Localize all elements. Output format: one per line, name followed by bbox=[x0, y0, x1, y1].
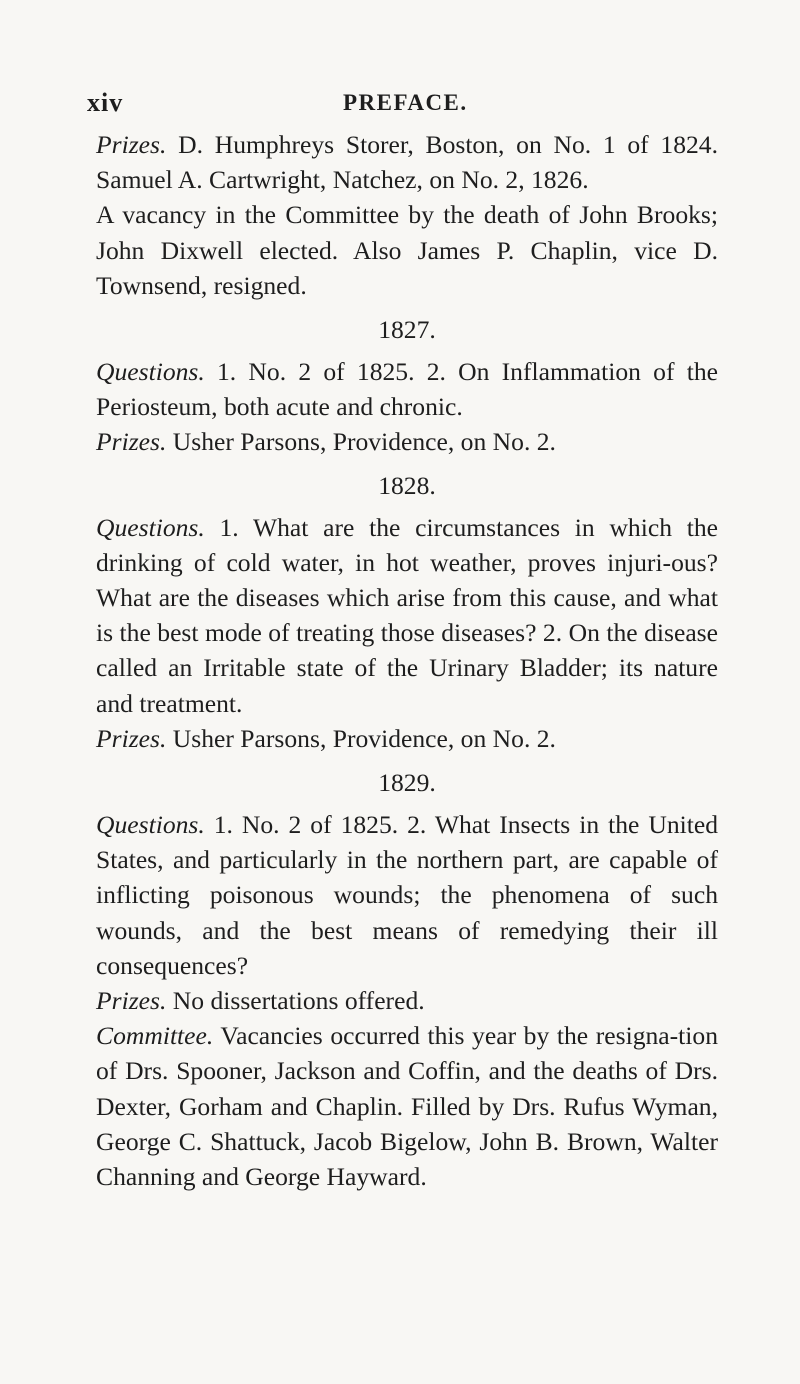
year-heading-1827: 1827. bbox=[378, 315, 436, 345]
paragraph-label: Prizes. bbox=[96, 130, 167, 159]
running-title: PREFACE. bbox=[343, 90, 468, 115]
paragraph-label: Prizes. bbox=[96, 723, 167, 753]
paragraph-questions-1828 bbox=[96, 510, 718, 721]
paragraph-committee-1829 bbox=[96, 1018, 718, 1194]
paragraph-prizes-1829 bbox=[96, 983, 718, 1018]
paragraph-prizes-1827 bbox=[96, 424, 718, 459]
paragraph-label: Questions. bbox=[96, 512, 205, 542]
running-head bbox=[87, 80, 718, 120]
page-body bbox=[96, 127, 718, 1194]
paragraph-text: Usher Parsons, Providence, on No. 2. bbox=[166, 723, 556, 753]
paragraph-prizes-1826 bbox=[96, 127, 718, 197]
paragraph-text: A vacancy in the Committee by the death of John Brooks; John Dixwell elected. Also James P. Chaplin, vice D. Townsend, resigned. bbox=[96, 200, 718, 300]
paragraph-text: Vacancies occurred this year by the resigna-tion of Drs. Spooner, Jackson and Coffin, and the deaths of Drs. Dexter, Gorham and Chaplin. Filled by Drs. Rufus Wyman, George C. Shattuck, Jacob Bigelow, John B. Brown, Walter Channing and George Hayward. bbox=[96, 1021, 718, 1192]
year-heading-1828: 1828. bbox=[378, 470, 436, 500]
paragraph-questions-1829 bbox=[96, 807, 718, 983]
paragraph-label: Questions. bbox=[96, 810, 205, 840]
year-heading-1829: 1829. bbox=[378, 768, 436, 798]
paragraph-text: 1. No. 2 of 1825. 2. What Insects in the United States, and particularly in the northern part, are capable of inflicting poisonous wounds; the phenomena of such wounds, and the best means of remedying their ill consequences? bbox=[96, 810, 718, 980]
book-page bbox=[87, 80, 718, 1194]
paragraph-text: D. Humphreys Storer, Boston, on No. 1 of 1824. Samuel A. Cartwright, Natchez, on No. 2, 1826. bbox=[96, 130, 718, 195]
paragraph-label: Prizes. bbox=[96, 427, 167, 457]
paragraph-label: Prizes. bbox=[96, 986, 167, 1016]
paragraph-questions-1827 bbox=[96, 354, 718, 424]
page-number: xiv bbox=[87, 88, 124, 117]
paragraph-prizes-1828 bbox=[96, 721, 718, 756]
paragraph-text: Usher Parsons, Providence, on No. 2. bbox=[166, 427, 556, 457]
paragraph-label: Committee. bbox=[96, 1021, 214, 1051]
paragraph-text: No dissertations offered. bbox=[166, 986, 425, 1016]
paragraph-text: 1. What are the circumstances in which the drinking of cold water, in hot weather, proves injuri-ous? What are the diseases which arise from this cause, and what is the best mode of treating those diseases? 2. On the disease called an Irritable state of the Urinary Bladder; its nature and treatment. bbox=[96, 512, 718, 718]
paragraph-label: Questions. bbox=[96, 357, 205, 387]
paragraph-text: 1. No. 2 of 1825. 2. On Inflammation of the Periosteum, both acute and chronic. bbox=[96, 357, 718, 422]
paragraph-committee-vacancy bbox=[96, 197, 718, 303]
